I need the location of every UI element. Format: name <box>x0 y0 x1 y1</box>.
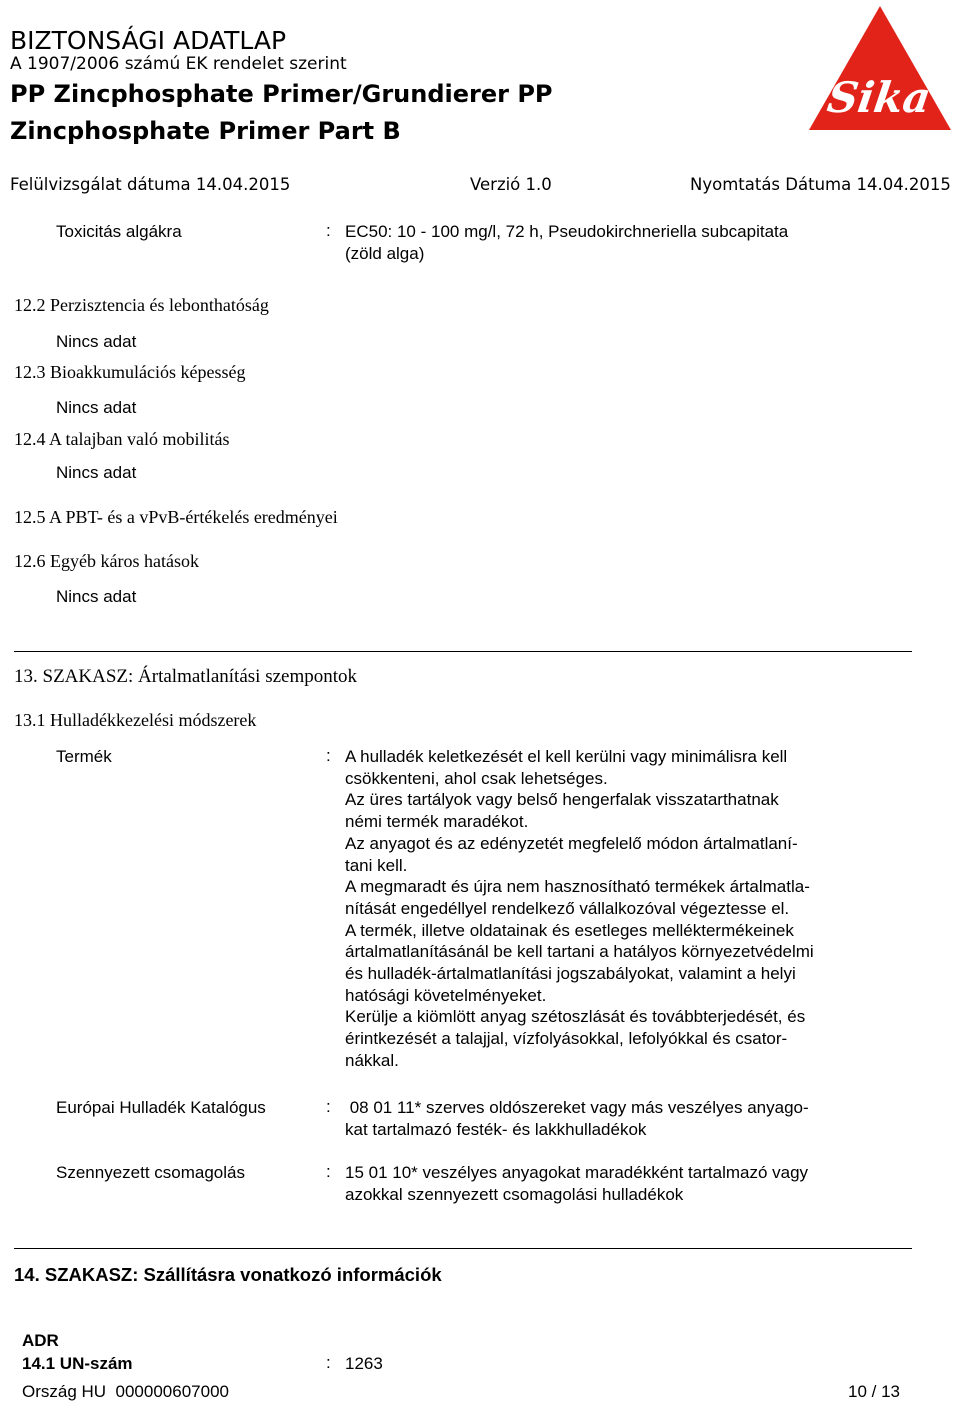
toxicity-value-line: (zöld alga) <box>345 243 425 263</box>
product-text-line: Kerülje a kiömlött anyag szétoszlását és továbbterjedését, és <box>345 1007 806 1027</box>
un-colon: : <box>326 1353 331 1372</box>
product-name-line2: Zincphosphate Primer Part B <box>10 117 401 145</box>
ewc-text-line: 08 01 11* szerves oldószereket vagy más veszélyes anyago- <box>345 1098 809 1117</box>
section-13-title: 13. SZAKASZ: Ártalmatlanítási szempontok <box>14 666 358 687</box>
product-text-line: A termék, illetve oldatainak és esetleges melléktermékeinek <box>345 920 794 940</box>
section-divider <box>14 1248 912 1249</box>
product-text-line: A hulladék keletkezését el kell kerülni vagy minimálisra kell <box>345 747 788 766</box>
heading-12-4: 12.4 A talajban való mobilitás <box>14 429 230 449</box>
document-title: BIZTONSÁGI ADATLAP <box>10 26 287 55</box>
product-text-line: némi termék maradékot. <box>345 812 529 832</box>
packaging-value <box>345 1162 885 1205</box>
revision-date: Felülvizsgálat dátuma 14.04.2015 <box>10 175 291 194</box>
text-12-3: Nincs adat <box>56 398 137 417</box>
toxicity-algae-label: Toxicitás algákra <box>56 222 182 241</box>
product-text-line: ártalmatlanításánál be kell tartani a hatályos környezetvédelmi <box>345 942 814 962</box>
heading-12-3: 12.3 Bioakkumulációs képesség <box>14 362 246 382</box>
packaging-text-line: azokkal szennyezett csomagolási hulladékok <box>345 1184 684 1204</box>
product-text-line: hatósági követelményeket. <box>345 985 547 1005</box>
ewc-text-line: kat tartalmazó festék- és lakkhulladékok <box>345 1119 647 1139</box>
product-text-line: csökkenteni, ahol csak lehetséges. <box>345 768 608 788</box>
toxicity-colon: : <box>326 221 331 240</box>
heading-12-6: 12.6 Egyéb káros hatások <box>14 551 199 571</box>
product-text-line: érintkezését a talajjal, vízfolyásokkal, lefolyókkal és csator- <box>345 1029 788 1049</box>
product-text-line: Az anyagot és az edényzetét megfelelő módon ártalmatlaní- <box>345 833 798 853</box>
section-divider <box>14 651 912 652</box>
registered-mark: ® <box>932 86 946 102</box>
heading-13-1: 13.1 Hulladékkezelési módszerek <box>14 710 257 730</box>
version: Verzió 1.0 <box>470 175 552 194</box>
footer-country: Ország HU 000000607000 <box>22 1382 229 1401</box>
product-label: Termék <box>56 747 112 766</box>
toxicity-value-line: EC50: 10 - 100 mg/l, 72 h, Pseudokirchneriella subcapitata <box>345 222 789 241</box>
text-12-4: Nincs adat <box>56 463 137 482</box>
text-12-6: Nincs adat <box>56 587 137 606</box>
product-disposal-text <box>345 746 885 1072</box>
packaging-colon: : <box>326 1162 331 1181</box>
print-date: Nyomtatás Dátuma 14.04.2015 <box>690 175 951 194</box>
section-14-title: 14. SZAKASZ: Szállításra vonatkozó információk <box>14 1264 442 1285</box>
product-text-line: A megmaradt és újra nem hasznosítható termékek ártalmatla- <box>345 877 810 897</box>
ewc-colon: : <box>326 1097 331 1116</box>
heading-12-2: 12.2 Perzisztencia és lebonthatóság <box>14 295 269 315</box>
ewc-label: Európai Hulladék Katalógus <box>56 1098 266 1117</box>
product-text-line: és hulladék-ártalmatlanítási jogszabályokat, valamint a helyi <box>345 964 796 984</box>
un-number-label: 14.1 UN-szám <box>22 1354 133 1373</box>
product-name-line1: PP Zincphosphate Primer/Grundierer PP <box>10 80 553 108</box>
heading-12-5: 12.5 A PBT- és a vPvB-értékelés eredményei <box>14 507 338 527</box>
sika-logo-wordmark: Sika <box>824 72 934 122</box>
product-text-line: Az üres tartályok vagy belső hengerfalak visszatarthatnak <box>345 790 779 810</box>
product-text-line: nítását engedéllyel rendelkező vállalkozóval végeztesse el. <box>345 898 790 918</box>
product-text-line: tani kell. <box>345 855 408 875</box>
product-colon: : <box>326 746 331 765</box>
un-number-value: 1263 <box>345 1354 383 1373</box>
ewc-value <box>345 1097 885 1140</box>
regulation-line: A 1907/2006 számú EK rendelet szerint <box>10 54 347 74</box>
packaging-label: Szennyezett csomagolás <box>56 1163 245 1182</box>
adr-heading: ADR <box>22 1331 59 1350</box>
sika-logo <box>805 4 955 132</box>
packaging-text-line: 15 01 10* veszélyes anyagokat maradékként tartalmazó vagy <box>345 1163 809 1182</box>
text-12-2: Nincs adat <box>56 332 137 351</box>
toxicity-algae-value <box>345 221 885 264</box>
product-text-line: nákkal. <box>345 1050 399 1070</box>
page-number: 10 / 13 <box>848 1382 900 1401</box>
